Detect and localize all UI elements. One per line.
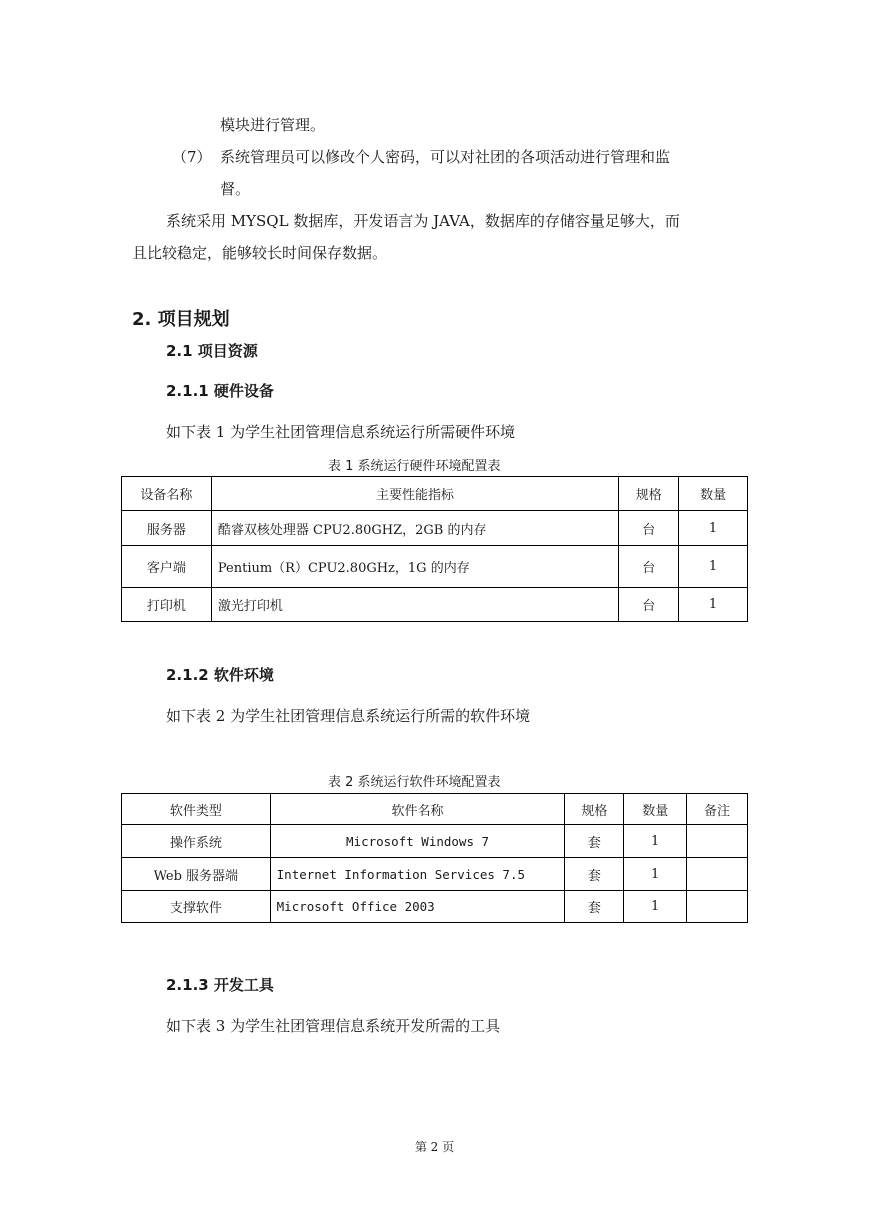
paragraph-line: 如下表 2 为学生社团管理信息系统运行所需的软件环境: [166, 707, 531, 725]
table-header-cell: 设备名称: [122, 477, 212, 511]
table-cell: [687, 825, 748, 858]
paragraph-line: 如下表 1 为学生社团管理信息系统运行所需硬件环境: [166, 423, 516, 441]
table-cell: 台: [619, 546, 679, 588]
table-cell: 1: [679, 588, 748, 622]
table-cell: 1: [624, 858, 687, 891]
table-header-row: [122, 794, 748, 825]
table-cell: 套: [565, 825, 624, 858]
list-item-number: （7）: [172, 148, 212, 166]
table-cell: 操作系统: [122, 825, 271, 858]
paragraph-line: 如下表 3 为学生社团管理信息系统开发所需的工具: [166, 1017, 501, 1035]
table-cell: 1: [679, 546, 748, 588]
table-cell: 1: [624, 825, 687, 858]
table-cell: Internet Information Services 7.5: [270, 858, 565, 891]
list-item-text: 系统管理员可以修改个人密码，可以对社团的各项活动进行管理和监: [220, 148, 671, 166]
table-caption: 表 2 系统运行软件环境配置表: [328, 775, 501, 790]
paragraph-line: 且比较稳定，能够较长时间保存数据。: [132, 244, 388, 262]
table-header-cell: 规格: [565, 794, 624, 825]
table-cell: Microsoft Windows 7: [270, 825, 565, 858]
section-heading: 2. 项目规划: [132, 309, 230, 330]
table-cell: [687, 858, 748, 891]
table-cell: 套: [565, 858, 624, 891]
table-cell: 台: [619, 588, 679, 622]
table-row: [122, 891, 748, 923]
table-cell: 客户端: [122, 546, 212, 588]
list-item-continuation: 模块进行管理。: [220, 116, 326, 134]
subsubsection-heading: 2.1.3 开发工具: [166, 976, 274, 994]
subsubsection-heading: 2.1.1 硬件设备: [166, 382, 274, 400]
subsection-heading: 2.1 项目资源: [166, 342, 258, 360]
table-row: [122, 511, 748, 546]
list-item-text-cont: 督。: [220, 180, 251, 198]
page-number: 第 2 页: [414, 1140, 455, 1154]
table-cell: 1: [679, 511, 748, 546]
table-cell: Web 服务器端: [122, 858, 271, 891]
software-table: [121, 793, 748, 923]
table-caption: 表 1 系统运行硬件环境配置表: [328, 459, 501, 474]
table-header-cell: 软件名称: [270, 794, 565, 825]
paragraph-line: 系统采用 MYSQL 数据库，开发语言为 JAVA，数据库的存储容量足够大，而: [166, 212, 680, 230]
table-row: [122, 825, 748, 858]
table-cell: Pentium（R）CPU2.80GHz，1G 的内存: [211, 546, 618, 588]
table-header-cell: 数量: [624, 794, 687, 825]
table-header-cell: 备注: [687, 794, 748, 825]
table-header-row: [122, 477, 748, 511]
table-cell: 台: [619, 511, 679, 546]
table-cell: 酷睿双核处理器 CPU2.80GHZ，2GB 的内存: [211, 511, 618, 546]
table-row: [122, 588, 748, 622]
table-header-cell: 规格: [619, 477, 679, 511]
table-cell: 打印机: [122, 588, 212, 622]
table-row: [122, 858, 748, 891]
table-header-cell: 主要性能指标: [211, 477, 618, 511]
table-cell: 激光打印机: [211, 588, 618, 622]
table-cell: 服务器: [122, 511, 212, 546]
hardware-table: [121, 476, 748, 622]
table-cell: Microsoft Office 2003: [270, 891, 565, 923]
table-cell: 1: [624, 891, 687, 923]
table-header-cell: 软件类型: [122, 794, 271, 825]
table-cell: 支撑软件: [122, 891, 271, 923]
table-cell: 套: [565, 891, 624, 923]
table-row: [122, 546, 748, 588]
table-cell: [687, 891, 748, 923]
table-header-cell: 数量: [679, 477, 748, 511]
subsubsection-heading: 2.1.2 软件环境: [166, 666, 274, 684]
